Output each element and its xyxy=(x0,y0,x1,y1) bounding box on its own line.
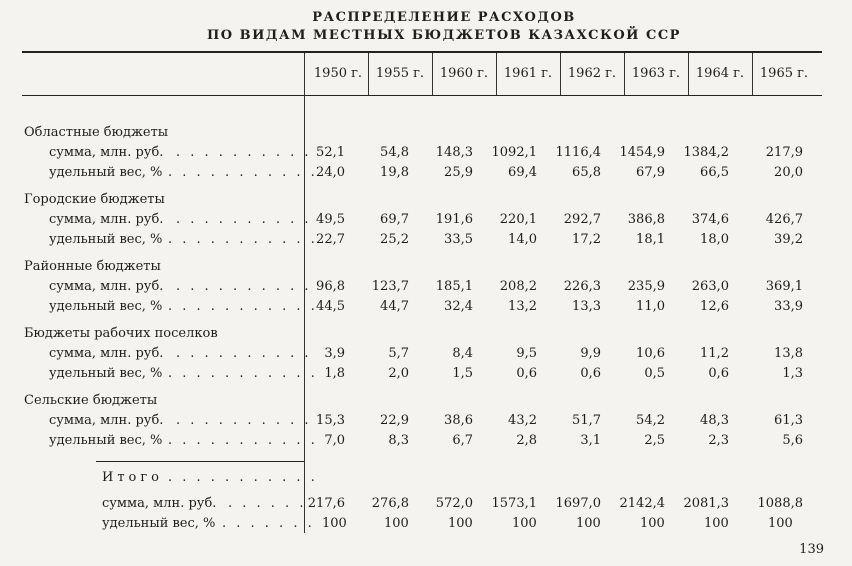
table-cell: 17,2 xyxy=(572,232,601,247)
table-cell: 1092,1 xyxy=(491,145,537,160)
group-label: Районные бюджеты xyxy=(24,259,161,274)
table-cell: 6,7 xyxy=(452,433,473,448)
table-cell: 65,8 xyxy=(572,165,601,180)
table-cell: 43,2 xyxy=(508,413,537,428)
table-cell: 3,1 xyxy=(580,433,601,448)
table-cell: 18,1 xyxy=(636,232,665,247)
table-cell: 22,7 xyxy=(316,232,345,247)
leader-dots: . . . . . . . . . . xyxy=(176,145,312,160)
column-header: 1964 г. xyxy=(695,66,745,81)
table-cell: 276,8 xyxy=(371,496,409,511)
table-cell: 0,6 xyxy=(708,366,729,381)
group-label: Сельские бюджеты xyxy=(24,393,158,408)
table-cell: 100 xyxy=(704,516,729,531)
table-cell: 44,5 xyxy=(316,299,345,314)
table-cell: 220,1 xyxy=(499,212,537,227)
table-cell: 1116,4 xyxy=(555,145,601,160)
table-cell: 100 xyxy=(384,516,409,531)
table-cell: 14,0 xyxy=(508,232,537,247)
leader-dots: . . . . . . . . . . . xyxy=(168,470,318,485)
column-header: 1963 г. xyxy=(631,66,681,81)
table-cell: 18,0 xyxy=(700,232,729,247)
table-cell: 11,2 xyxy=(700,346,729,361)
table-cell: 13,2 xyxy=(508,299,537,314)
table-cell: 1384,2 xyxy=(683,145,729,160)
table-cell: 38,6 xyxy=(444,413,473,428)
top-rule xyxy=(22,51,822,53)
table-cell: 44,7 xyxy=(380,299,409,314)
column-header: 1961 г. xyxy=(503,66,553,81)
table-cell: 217,6 xyxy=(307,496,345,511)
table-cell: 61,3 xyxy=(774,413,803,428)
table-cell: 7,0 xyxy=(324,433,345,448)
row-label: удельный вес, % xyxy=(49,165,163,180)
table-cell: 9,9 xyxy=(580,346,601,361)
leader-dots: . . . . . . . . . . . xyxy=(168,299,318,314)
row-label: сумма, млн. руб. xyxy=(49,145,164,160)
table-cell: 1,8 xyxy=(324,366,345,381)
row-label: удельный вес, % xyxy=(49,299,163,314)
table-cell: 572,0 xyxy=(435,496,473,511)
leader-dots: . . . . . . . . . . . xyxy=(168,433,318,448)
table-cell: 1697,0 xyxy=(555,496,601,511)
table-cell: 185,1 xyxy=(435,279,473,294)
column-header: 1965 г. xyxy=(759,66,809,81)
table-cell: 1454,9 xyxy=(619,145,665,160)
leader-dots: . . . . . . . . . . xyxy=(176,212,312,227)
table-cell: 11,0 xyxy=(636,299,665,314)
table-cell: 67,9 xyxy=(636,165,665,180)
table-cell: 0,5 xyxy=(644,366,665,381)
table-cell: 32,4 xyxy=(444,299,473,314)
table-cell: 263,0 xyxy=(691,279,729,294)
table-cell: 66,5 xyxy=(700,165,729,180)
table-cell: 0,6 xyxy=(516,366,537,381)
group-label: Городские бюджеты xyxy=(24,192,165,207)
total-row-label: удельный вес, % xyxy=(102,516,216,531)
row-label: сумма, млн. руб. xyxy=(49,413,164,428)
leader-dots: . . . . . . . . . . . xyxy=(168,232,318,247)
table-cell: 69,4 xyxy=(508,165,537,180)
table-cell: 8,3 xyxy=(388,433,409,448)
table-cell: 15,3 xyxy=(316,413,345,428)
leader-dots: . . . . . . . . . . xyxy=(176,346,312,361)
table-cell: 19,8 xyxy=(380,165,409,180)
table-cell: 33,5 xyxy=(444,232,473,247)
row-label: удельный вес, % xyxy=(49,232,163,247)
table-cell: 426,7 xyxy=(765,212,803,227)
table-cell: 208,2 xyxy=(499,279,537,294)
table-cell: 1088,8 xyxy=(757,496,803,511)
row-label: удельный вес, % xyxy=(49,433,163,448)
table-cell: 8,4 xyxy=(452,346,473,361)
table-cell: 3,9 xyxy=(324,346,345,361)
table-cell: 22,9 xyxy=(380,413,409,428)
table-cell: 386,8 xyxy=(627,212,665,227)
table-cell: 369,1 xyxy=(765,279,803,294)
header-rule xyxy=(22,95,822,96)
table-cell: 2081,3 xyxy=(683,496,729,511)
table-cell: 2142,4 xyxy=(619,496,665,511)
leader-dots: . . . . . . . . . . . xyxy=(168,366,318,381)
table-cell: 100 xyxy=(448,516,473,531)
table-title-line-1: РАСПРЕДЕЛЕНИЕ РАСХОДОВ xyxy=(312,10,576,25)
table-cell: 51,7 xyxy=(572,413,601,428)
table-cell: 39,2 xyxy=(774,232,803,247)
table-cell: 292,7 xyxy=(563,212,601,227)
leader-dots: . . . . . . . . . . xyxy=(176,413,312,428)
table-cell: 191,6 xyxy=(435,212,473,227)
column-header: 1950 г. xyxy=(313,66,363,81)
leader-dots: . . . . . . . . . . xyxy=(176,279,312,294)
table-cell: 9,5 xyxy=(516,346,537,361)
table-cell: 54,8 xyxy=(380,145,409,160)
row-label: сумма, млн. руб. xyxy=(49,279,164,294)
column-header: 1960 г. xyxy=(439,66,489,81)
table-cell: 2,3 xyxy=(708,433,729,448)
table-cell: 100 xyxy=(768,516,793,531)
table-cell: 13,3 xyxy=(572,299,601,314)
leader-dots: . . . . . . . xyxy=(222,516,315,531)
table-cell: 100 xyxy=(512,516,537,531)
column-header: 1962 г. xyxy=(567,66,617,81)
table-cell: 2,8 xyxy=(516,433,537,448)
table-cell: 0,6 xyxy=(580,366,601,381)
table-cell: 52,1 xyxy=(316,145,345,160)
total-row-label: сумма, млн. руб. xyxy=(102,496,217,511)
table-cell: 1,5 xyxy=(452,366,473,381)
table-cell: 226,3 xyxy=(563,279,601,294)
table-cell: 10,6 xyxy=(636,346,665,361)
column-header: 1955 г. xyxy=(375,66,425,81)
table-cell: 1,3 xyxy=(782,366,803,381)
table-cell: 2,0 xyxy=(388,366,409,381)
group-label: Областные бюджеты xyxy=(24,125,169,140)
table-cell: 69,7 xyxy=(380,212,409,227)
table-cell: 235,9 xyxy=(627,279,665,294)
group-label: Бюджеты рабочих поселков xyxy=(24,326,218,341)
table-cell: 54,2 xyxy=(636,413,665,428)
table-cell: 13,8 xyxy=(774,346,803,361)
table-cell: 148,3 xyxy=(435,145,473,160)
table-cell: 1573,1 xyxy=(491,496,537,511)
table-cell: 5,6 xyxy=(782,433,803,448)
table-cell: 24,0 xyxy=(316,165,345,180)
row-label: сумма, млн. руб. xyxy=(49,212,164,227)
row-label: сумма, млн. руб. xyxy=(49,346,164,361)
leader-dots: . . . . . . . . . . . xyxy=(168,165,318,180)
table-cell: 48,3 xyxy=(700,413,729,428)
table-cell: 20,0 xyxy=(774,165,803,180)
table-cell: 2,5 xyxy=(644,433,665,448)
row-label: удельный вес, % xyxy=(49,366,163,381)
table-cell: 33,9 xyxy=(774,299,803,314)
table-cell: 123,7 xyxy=(371,279,409,294)
total-label: Итого xyxy=(102,470,163,485)
table-cell: 100 xyxy=(322,516,347,531)
table-title-line-2: ПО ВИДАМ МЕСТНЫХ БЮДЖЕТОВ КАЗАХСКОЙ ССР xyxy=(207,28,681,43)
total-rule xyxy=(96,461,304,462)
table-cell: 96,8 xyxy=(316,279,345,294)
table-cell: 25,9 xyxy=(444,165,473,180)
table-cell: 12,6 xyxy=(700,299,729,314)
table-cell: 25,2 xyxy=(380,232,409,247)
table-cell: 100 xyxy=(640,516,665,531)
table-cell: 49,5 xyxy=(316,212,345,227)
table-cell: 217,9 xyxy=(765,145,803,160)
leader-dots: . . . . . . xyxy=(228,496,307,511)
page-number: 139 xyxy=(799,542,824,557)
table-cell: 5,7 xyxy=(388,346,409,361)
table-cell: 374,6 xyxy=(691,212,729,227)
table-cell: 100 xyxy=(576,516,601,531)
